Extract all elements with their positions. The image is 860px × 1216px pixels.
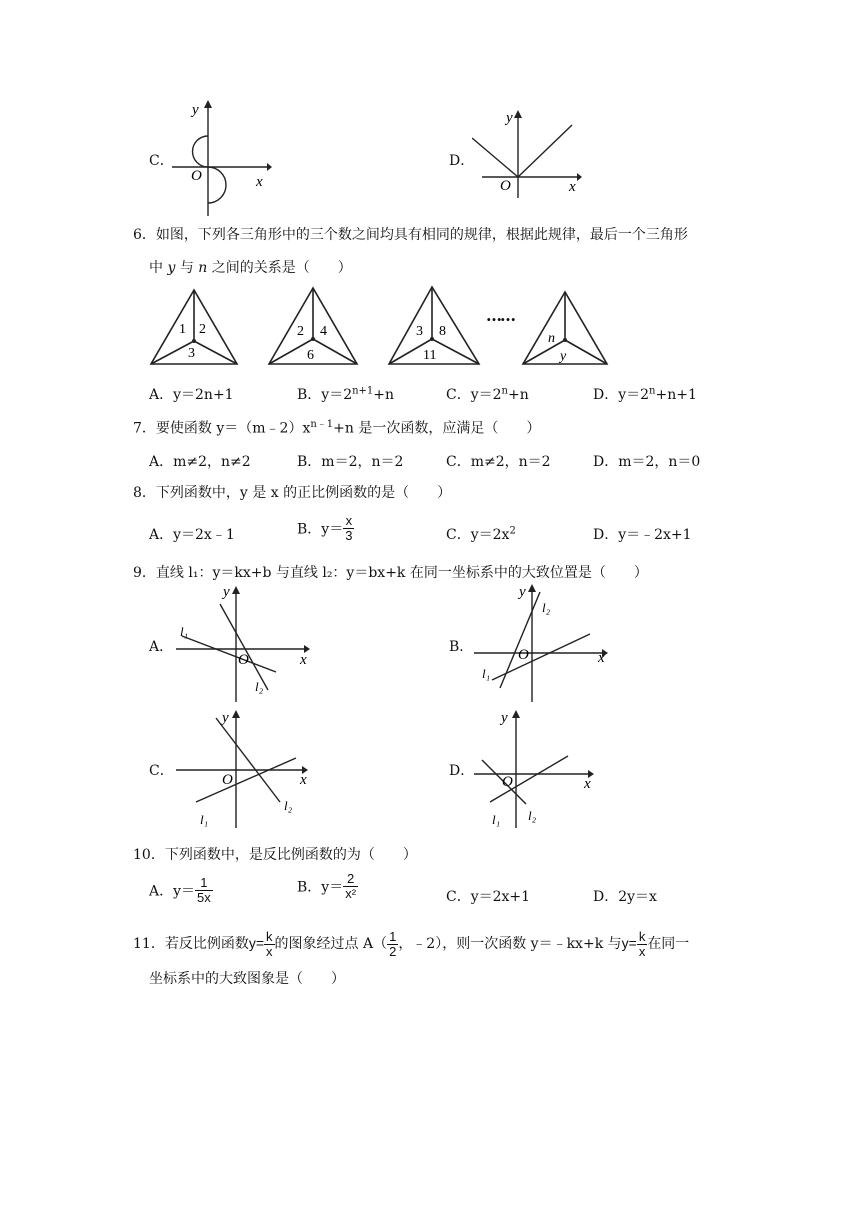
q11-stem-a: 若反比例函数 [164, 936, 249, 952]
q7-number: 7． [133, 420, 156, 437]
q6-option-a: A．y＝2n+1 [149, 387, 234, 403]
q5-option-d-graph [472, 108, 584, 198]
q11-stem-d: 在同一 [647, 936, 690, 952]
q9d-l1-label: l₁ [492, 812, 501, 827]
q5c-y-axis-label: y [192, 102, 199, 118]
q10-stem [133, 846, 417, 864]
q8-option-a: A．y＝2x﹣1 [149, 527, 235, 543]
q5d-x-axis-label: x [569, 179, 576, 195]
q9c-l2-label: l₂ [284, 798, 293, 813]
q6-option-d [593, 384, 697, 404]
q6-t4-left: n [548, 331, 555, 346]
q6-t1-right: 2 [199, 322, 206, 337]
q9-option-b-graph [470, 582, 612, 704]
q6-t2-bottom: 6 [307, 348, 314, 363]
q11-frac2 [387, 930, 398, 959]
q9a-y-axis-label: y [223, 584, 230, 600]
q7-stem-post: +n 是一次函数，应满足（ ） [333, 420, 541, 437]
q9b-l2-label: l₂ [542, 600, 551, 615]
q11-frac2-num: 1 [389, 928, 397, 944]
q10-number: 10． [133, 847, 165, 863]
q8-opt-b-fraction [343, 514, 354, 543]
q10-opt-b-fraction [343, 872, 358, 901]
q10-option-a [149, 876, 213, 905]
q8-option-c [446, 524, 516, 544]
q6-stem-mid: 与 [175, 260, 199, 276]
q9c-x-axis-label: x [300, 772, 307, 788]
q9c-y-axis-label: y [222, 710, 229, 726]
q10-opt-a-num: 1 [195, 876, 213, 891]
q6-var-y: y [167, 260, 176, 276]
q11-frac2-den: 2 [389, 943, 397, 959]
q11-number: 11． [133, 936, 165, 952]
q7-option-b: B．m＝2，n＝2 [297, 454, 404, 470]
q8-opt-b-den: 3 [345, 528, 353, 543]
q7-option-a: A．m≠2，n≠2 [149, 454, 251, 470]
q5d-origin-label: O [500, 178, 511, 194]
q9c-origin-label: O [222, 772, 233, 788]
q11-frac3-pre: y= [621, 935, 637, 951]
q9b-x-axis-label: x [598, 650, 605, 666]
q6-opt-c-post: +n [507, 387, 529, 403]
q9d-l2-label: l₂ [528, 808, 537, 823]
q6-opt-b-post: +n [373, 387, 395, 403]
q6-opt-d-sup: n [649, 385, 656, 397]
q11-frac1-num: k [266, 928, 273, 944]
q9d-origin-label: O [502, 774, 513, 790]
q9-option-d-graph [470, 706, 600, 830]
q6-option-c [446, 384, 529, 404]
q7-stem-pre: 要使函数 y＝（m﹣2）x [155, 420, 311, 437]
q5-option-c-graph [172, 100, 272, 216]
q6-ellipsis: …… [486, 306, 514, 325]
q9a-origin-label: O [238, 652, 249, 668]
q7-option-c: C．m≠2，n＝2 [446, 454, 551, 470]
q10-opt-a-den: 5x [197, 890, 211, 905]
q6-stem-line1 [133, 226, 688, 244]
q9-option-a-label: A． [149, 639, 174, 655]
q9-option-c-graph [172, 706, 312, 830]
q11-frac3 [637, 930, 648, 959]
q8-opt-c-base: C．y＝2x [446, 527, 510, 543]
q10-opt-a-pre: A．y＝ [149, 883, 196, 900]
q9-option-b-label: B． [449, 639, 474, 655]
q10-option-b [297, 872, 358, 901]
q6-opt-c-base: C．y＝2 [446, 387, 502, 403]
q5-option-c-label: C． [149, 153, 174, 169]
q11-stem-line1 [133, 926, 689, 960]
q6-triangle-1 [148, 286, 240, 368]
q6-t3-right: 8 [439, 324, 446, 339]
q7-option-d: D．m＝2，n＝0 [593, 454, 701, 470]
q9-option-a-graph [172, 584, 312, 704]
q9c-l1-label: l₁ [200, 812, 209, 827]
q6-t2-left: 2 [297, 324, 304, 339]
q11-frac3-num: k [638, 928, 646, 944]
q11-frac1-den: x [266, 943, 273, 959]
q9-stem-text: 直线 l₁：y＝kx+b 与直线 l₂：y＝bx+k 在同一坐标系中的大致位置是（ ） [155, 565, 648, 581]
q8-option-d: D．y＝﹣2x+1 [593, 527, 692, 543]
q6-opt-c-sup: n [501, 385, 508, 397]
q6-opt-d-post: +n+1 [655, 387, 697, 403]
q6-t4-bottom: y [560, 349, 567, 364]
q6-opt-d-base: D．y＝2 [593, 387, 650, 403]
q10-opt-b-den: x² [345, 886, 357, 901]
q10-option-d: D．2y＝x [593, 889, 657, 905]
q6-t3-left: 3 [416, 324, 423, 339]
q10-opt-b-pre: B．y＝ [297, 879, 344, 896]
q9d-x-axis-label: x [584, 776, 591, 792]
q10-option-c: C．y＝2x+1 [446, 889, 531, 905]
q8-stem [133, 484, 451, 502]
q6-triangle-3 [386, 284, 482, 368]
q8-opt-b-num: x [343, 514, 354, 529]
q5d-y-axis-label: y [506, 110, 513, 126]
q9-stem [133, 564, 648, 582]
q9-option-d-label: D． [449, 763, 475, 779]
q9-number: 9． [133, 565, 156, 581]
q5c-x-axis-label: x [256, 174, 263, 190]
q9b-origin-label: O [518, 647, 529, 663]
q11-frac3-den: x [638, 943, 646, 959]
q8-number: 8． [133, 485, 156, 501]
q9b-l1-label: l₁ [482, 666, 491, 681]
q11-stem-c: ，﹣2），则一次函数 y＝﹣kx+k 与 [398, 936, 622, 952]
q6-t1-bottom: 3 [188, 346, 195, 361]
q6-stem-line2 [149, 259, 352, 277]
q6-option-b [297, 384, 394, 404]
q11-frac1-pre: y= [248, 935, 265, 951]
q11-stem-line2: 坐标系中的大致图象是（ ） [149, 971, 345, 987]
q7-stem [133, 416, 540, 438]
q6-t2-right: 4 [320, 324, 327, 339]
q9a-l2-label: l₂ [255, 679, 264, 694]
q8-opt-c-sup: 2 [509, 525, 516, 537]
q6-stem-post: 之间的关系是（ ） [207, 260, 352, 276]
q5c-origin-label: O [191, 168, 202, 184]
q6-stem-pre: 中 [149, 260, 168, 276]
q6-var-n: n [198, 260, 208, 276]
q6-opt-b-base: B．y＝2 [297, 387, 353, 403]
q9d-y-axis-label: y [501, 710, 508, 726]
q6-t1-left: 1 [179, 322, 186, 337]
q6-triangle-2 [266, 284, 360, 368]
q7-stem-sup: n﹣1 [310, 419, 334, 430]
q9a-x-axis-label: x [300, 652, 307, 668]
q10-opt-b-num: 2 [343, 872, 358, 887]
q10-opt-a-fraction [195, 876, 213, 905]
q8-opt-b-pre: B．y＝ [297, 521, 344, 538]
q9a-l1-label: l₁ [180, 624, 189, 639]
q6-stem-text: 如图，下列各三角形中的三个数之间均具有相同的规律，根据此规律，最后一个三角形 [155, 227, 688, 243]
q6-number: 6． [133, 227, 156, 243]
q5-option-d-label: D． [449, 153, 475, 169]
q8-option-b [297, 514, 354, 543]
q9-option-c-label: C． [149, 763, 174, 779]
q11-frac1 [264, 930, 275, 959]
q6-opt-b-sup: n+1 [352, 385, 374, 397]
q9b-y-axis-label: y [519, 584, 526, 600]
q10-stem-text: 下列函数中，是反比例函数的为（ ） [164, 847, 417, 863]
q8-stem-text: 下列函数中，y 是 x 的正比例函数的是（ ） [155, 485, 452, 501]
q11-stem-b: 的图象经过点 A（ [274, 936, 388, 952]
q6-triangle-4 [520, 288, 610, 368]
q6-t3-bottom: 11 [423, 348, 437, 363]
